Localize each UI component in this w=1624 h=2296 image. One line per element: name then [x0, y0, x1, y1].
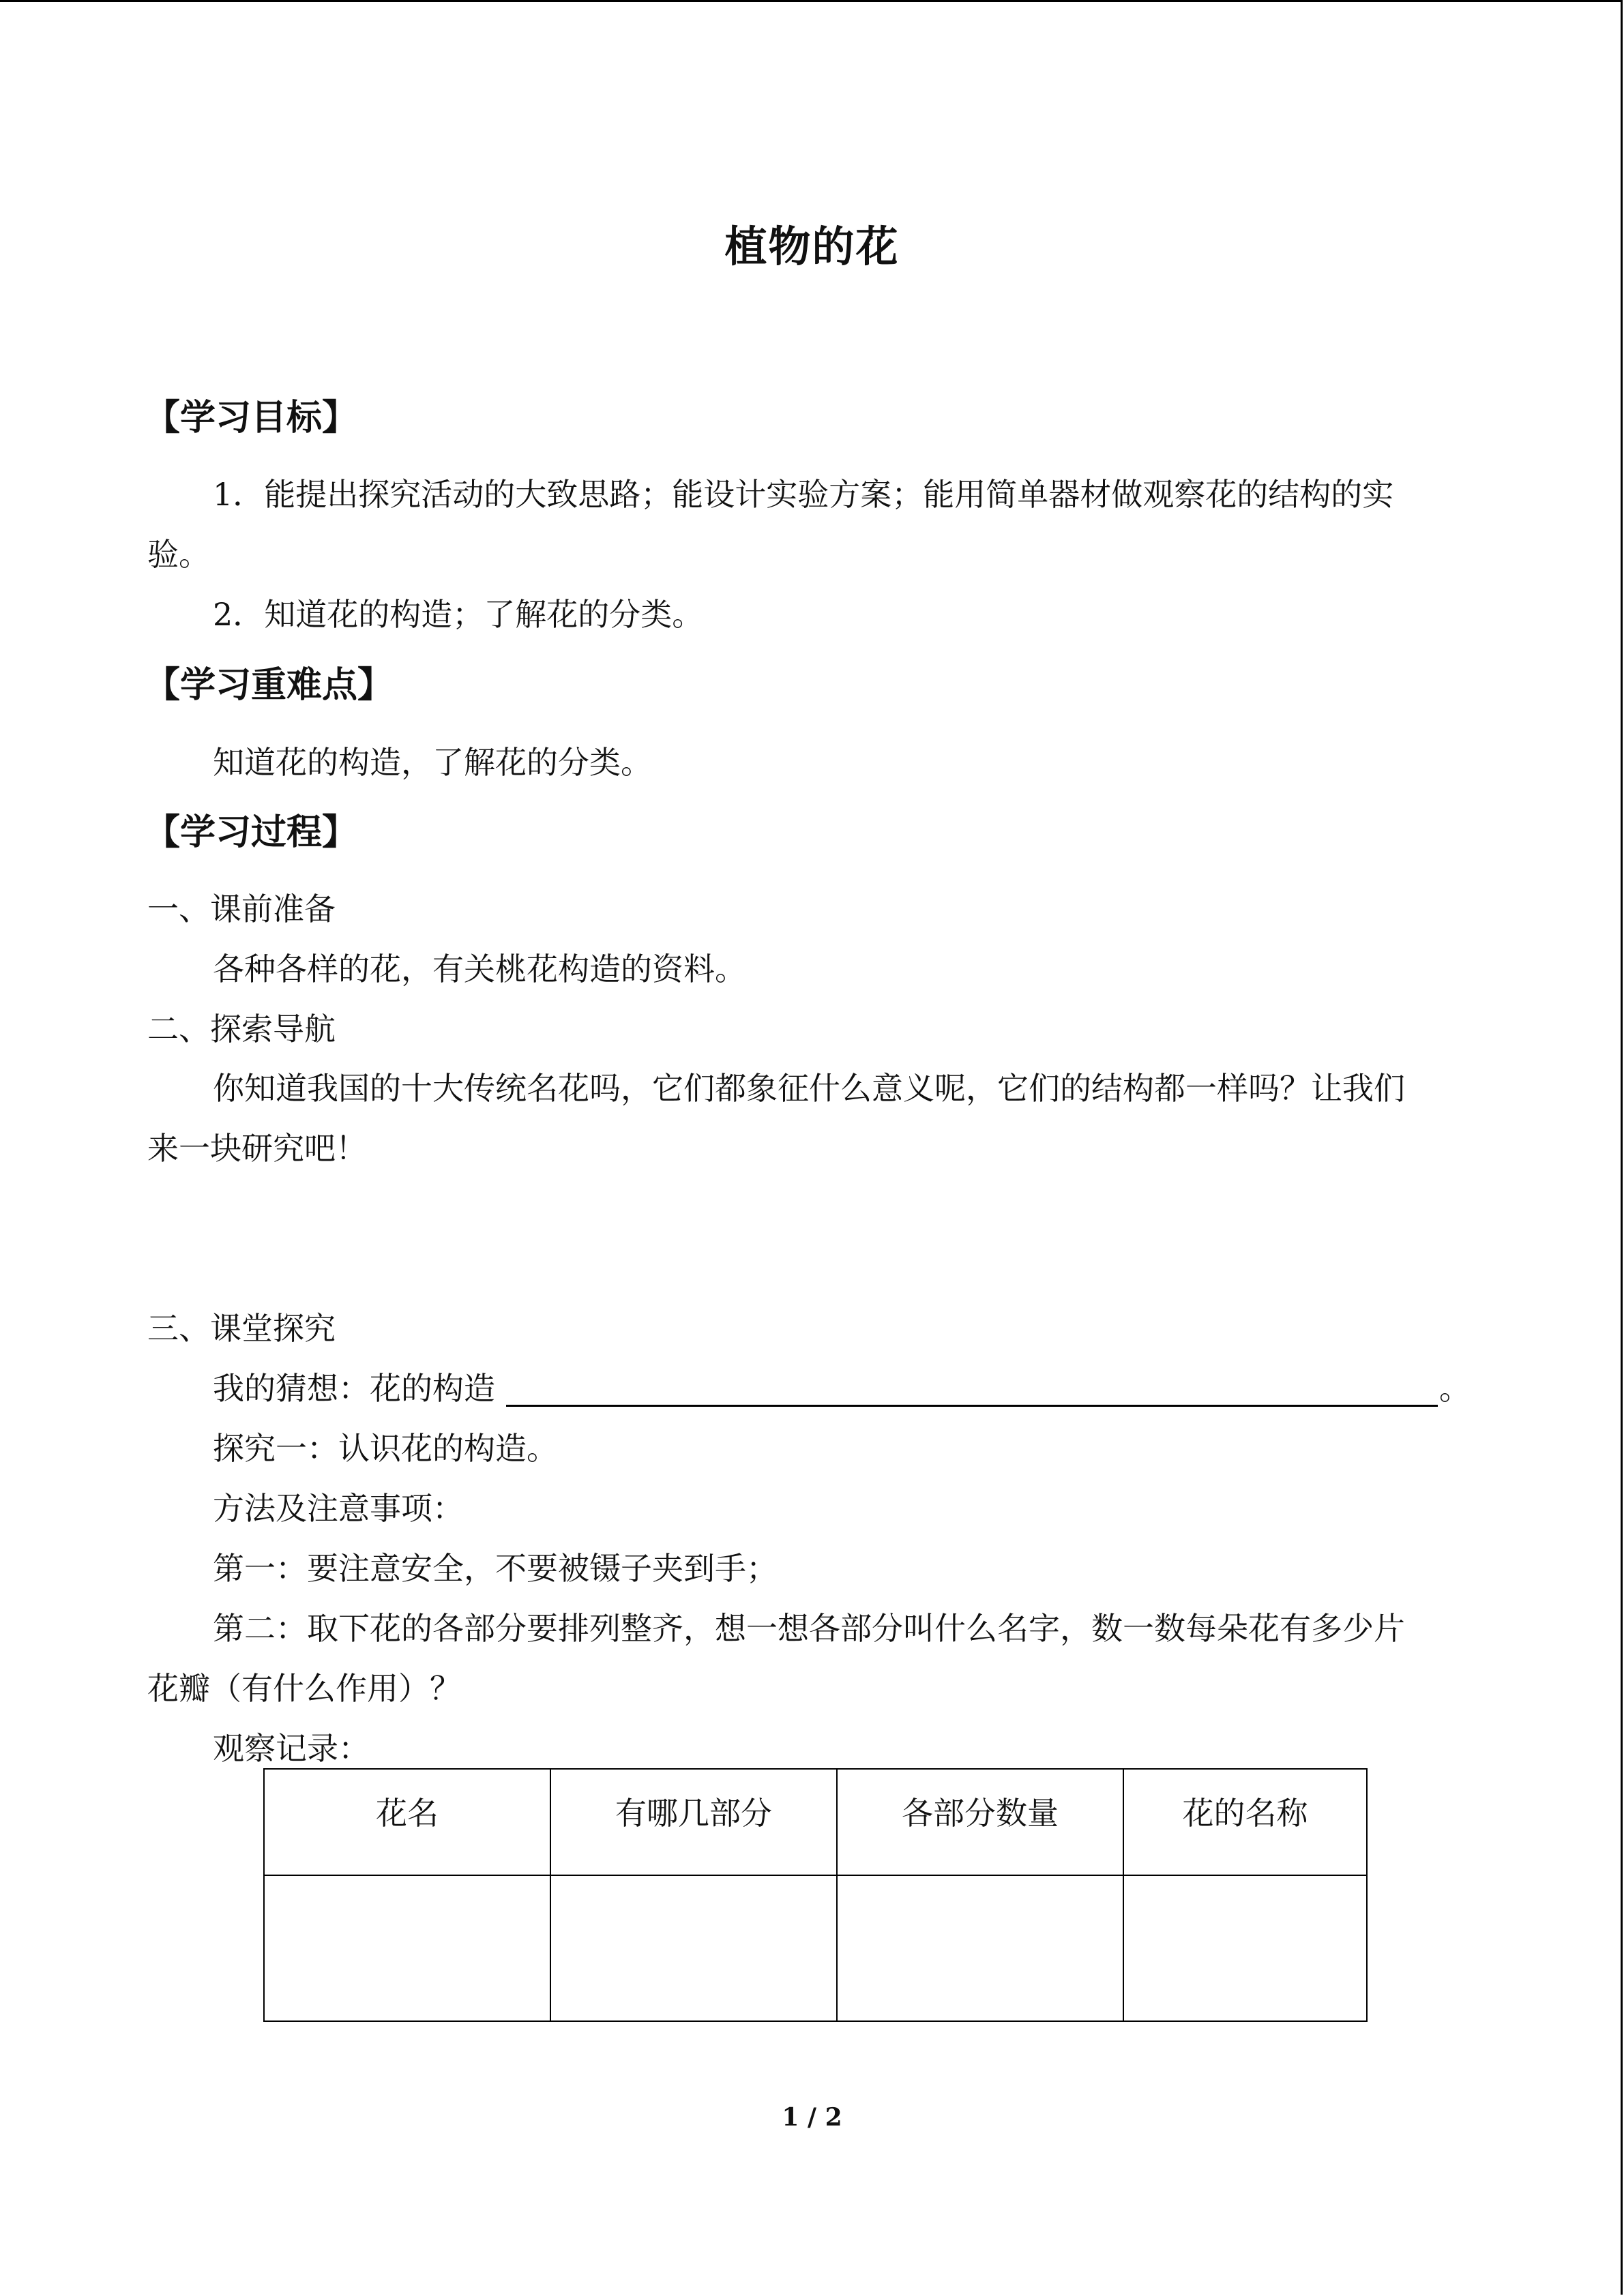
page-number: 1 / 2: [782, 2103, 842, 2132]
note-2-line1: 第二：取下花的各部分要排列整齐，想一想各部分叫什么名字，数一数每朵花有多少片: [213, 1610, 1405, 1647]
part3-title: 三、课堂探究: [147, 1310, 336, 1347]
inquiry-1: 探究一：认识花的构造。: [213, 1430, 558, 1467]
table-header-flower-name: 花名: [264, 1769, 550, 1875]
table-header-row: [264, 1769, 1367, 1875]
table-header-part-counts: 各部分数量: [837, 1769, 1123, 1875]
table-cell-parts[interactable]: [550, 1875, 837, 2021]
objective-1-line2: 验。: [147, 536, 210, 573]
part2-line2: 来一块研究吧！: [147, 1130, 367, 1167]
part1-title: 一、课前准备: [147, 891, 336, 927]
process-heading: 【学习过程】: [145, 811, 358, 853]
table-header-parts: 有哪几部分: [550, 1769, 837, 1875]
guess-end-period: 。: [1439, 1370, 1471, 1407]
guess-label: 我的猜想：花的构造: [213, 1370, 495, 1407]
table-cell-flower-type[interactable]: [1123, 1875, 1367, 2021]
objective-2: 2．知道花的构造；了解花的分类。: [213, 596, 704, 633]
table-row: [264, 1875, 1367, 2021]
objectives-heading: 【学习目标】: [145, 397, 358, 438]
note-1: 第一：要注意安全，不要被镊子夹到手；: [213, 1550, 778, 1587]
part2-line1: 你知道我国的十大传统名花吗，它们都象征什么意义呢，它们的结构都一样吗？让我们: [213, 1070, 1405, 1107]
key-points-text: 知道花的构造，了解花的分类。: [213, 744, 652, 781]
guess-blank-line[interactable]: [506, 1405, 1438, 1407]
table-header-flower-type: 花的名称: [1123, 1769, 1367, 1875]
record-label: 观察记录：: [213, 1730, 370, 1767]
observation-table: [263, 1768, 1368, 2022]
methods-label: 方法及注意事项：: [213, 1490, 464, 1527]
table-cell-part-counts[interactable]: [837, 1875, 1123, 2021]
key-points-heading: 【学习重难点】: [145, 664, 394, 706]
part2-title: 二、探索导航: [147, 1011, 336, 1047]
note-2-line2: 花瓣（有什么作用）？: [147, 1670, 461, 1707]
table-cell-flower-name[interactable]: [264, 1875, 550, 2021]
document-title: 植物的花: [724, 222, 900, 271]
part1-text: 各种各样的花，有关桃花构造的资料。: [213, 951, 746, 987]
objective-1-line1: 1．能提出探究活动的大致思路；能设计实验方案；能用简单器材做观察花的结构的实: [213, 476, 1394, 513]
